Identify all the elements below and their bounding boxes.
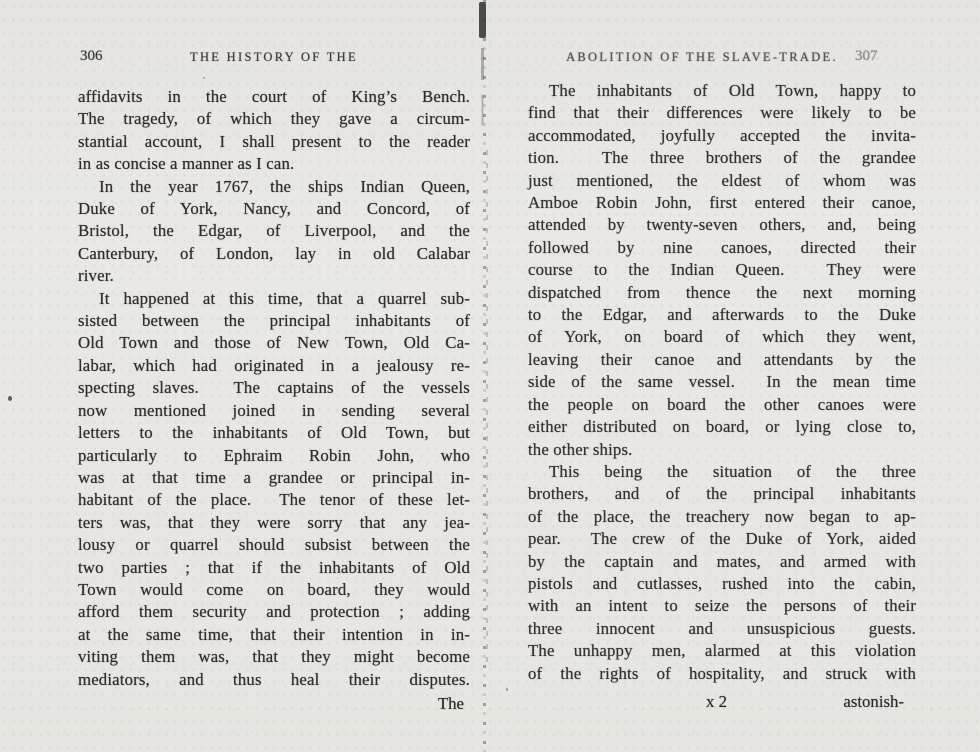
text-line: Amboe Robin John, first entered their canoe, (528, 193, 916, 213)
text-line: affidavits in the court of King’s Bench. (78, 87, 470, 106)
text-line: now mentioned joined in sending several (78, 400, 470, 420)
text-line: was at that time a grandee or principal in- (78, 467, 470, 487)
text-line: specting slaves. The captains of the vessels (78, 378, 470, 398)
text-line: side of the same vessel. In the mean time (528, 372, 916, 392)
text-line: followed by nine canoes, directed their (528, 237, 916, 257)
scan-speck (203, 77, 205, 79)
catchword-right: astonish- (843, 692, 904, 711)
text-line: stantial account, I shall present to the reader (78, 131, 470, 151)
text-line: letters to the inhabitants of Old Town, but (78, 423, 470, 443)
text-line: afford them security and protection ; adding (78, 602, 470, 622)
text-line: particularly to Ephraim Robin John, who (78, 445, 470, 465)
scan-speck (506, 688, 508, 691)
text-line: The tragedy, of which they gave a circum- (78, 109, 470, 129)
text-line: in as concise a manner as I can. (78, 154, 295, 174)
text-line: either distributed on board, or lying close to, (528, 417, 916, 437)
text-line: of the rights of hospitality, and struck with (528, 663, 916, 683)
text-line: just mentioned, the eldest of whom was (528, 170, 916, 190)
text-line: ters was, that they were sorry that any jea- (78, 512, 470, 532)
text-line: Duke of York, Nancy, and Concord, of (78, 199, 470, 219)
text-line: of the place, the treachery now began to ap- (528, 506, 916, 526)
text-line: dispatched from thence the next morning (528, 282, 916, 302)
text-line: habitant of the place. The tenor of these let- (78, 490, 470, 510)
text-line: pistols and cutlasses, rushed into the cabin, (528, 573, 916, 593)
text-line: The unhappy men, alarmed at this violation (528, 641, 916, 661)
text-line: with an intent to seize the persons of their (528, 596, 916, 616)
text-line: mediators, and thus heal their disputes. (78, 669, 470, 689)
text-line: This being the situation of the three (549, 461, 916, 481)
text-line: of York, on board of which they went, (528, 327, 916, 347)
page-right-text (528, 80, 916, 685)
text-line: at the same time, that their intention in in- (78, 624, 470, 644)
text-line: course to the Indian Queen. They were (528, 260, 916, 280)
text-line: the other ships. (528, 439, 633, 459)
scan-speck (8, 396, 12, 401)
text-line: labar, which had originated in a jealousy re- (78, 355, 470, 375)
page-number-right: 307 (855, 48, 878, 64)
text-line: attended by twenty-seven others, and, being (528, 215, 916, 235)
text-line: In the year 1767, the ships Indian Queen, (99, 176, 470, 196)
text-line: leaving their canoe and attendants by the (528, 349, 916, 369)
text-line: Bristol, the Edgar, of Liverpool, and the (78, 221, 470, 241)
text-line: sisted between the principal inhabitants of (78, 311, 470, 331)
running-head-left: THE HISTORY OF THE (190, 50, 358, 64)
text-line: three innocent and unsuspicious guests. (528, 618, 916, 638)
text-line: tion. The three brothers of the grandee (528, 148, 916, 168)
text-line: Canterbury, of London, lay in old Calabar (78, 243, 470, 263)
page-number-left: 306 (80, 48, 103, 64)
page-left-text (78, 86, 470, 691)
text-line: Old Town and those of New Town, Old Ca- (78, 333, 470, 353)
text-line: pear. The crew of the Duke of York, aided (528, 529, 916, 549)
gutter-shadow-inner (486, 150, 488, 670)
text-line: to the Edgar, and afterwards to the Duke (528, 305, 916, 325)
text-line: river. (78, 266, 114, 286)
text-line: lousy or quarrel should subsist between the (78, 535, 470, 555)
text-line: brothers, and of the principal inhabitants (528, 484, 916, 504)
text-line: Town would come on board, they would (78, 579, 470, 599)
text-line: viting them was, that they might become (78, 647, 470, 667)
signature-mark: x 2 (706, 692, 727, 711)
running-head-right: ABOLITION OF THE SLAVE-TRADE. (566, 50, 838, 64)
catchword-left: The (437, 694, 464, 713)
text-line: find that their differences were likely to be (528, 103, 916, 123)
text-line: The inhabitants of Old Town, happy to (549, 81, 916, 100)
text-line: accommodated, joyfully accepted the invita- (528, 125, 916, 145)
text-line: by the captain and mates, and armed with (528, 551, 916, 571)
text-line: two parties ; that if the inhabitants of Old (78, 557, 470, 577)
text-line: It happened at this time, that a quarrel sub- (99, 288, 470, 308)
text-line: the people on board the other canoes were (528, 394, 916, 414)
